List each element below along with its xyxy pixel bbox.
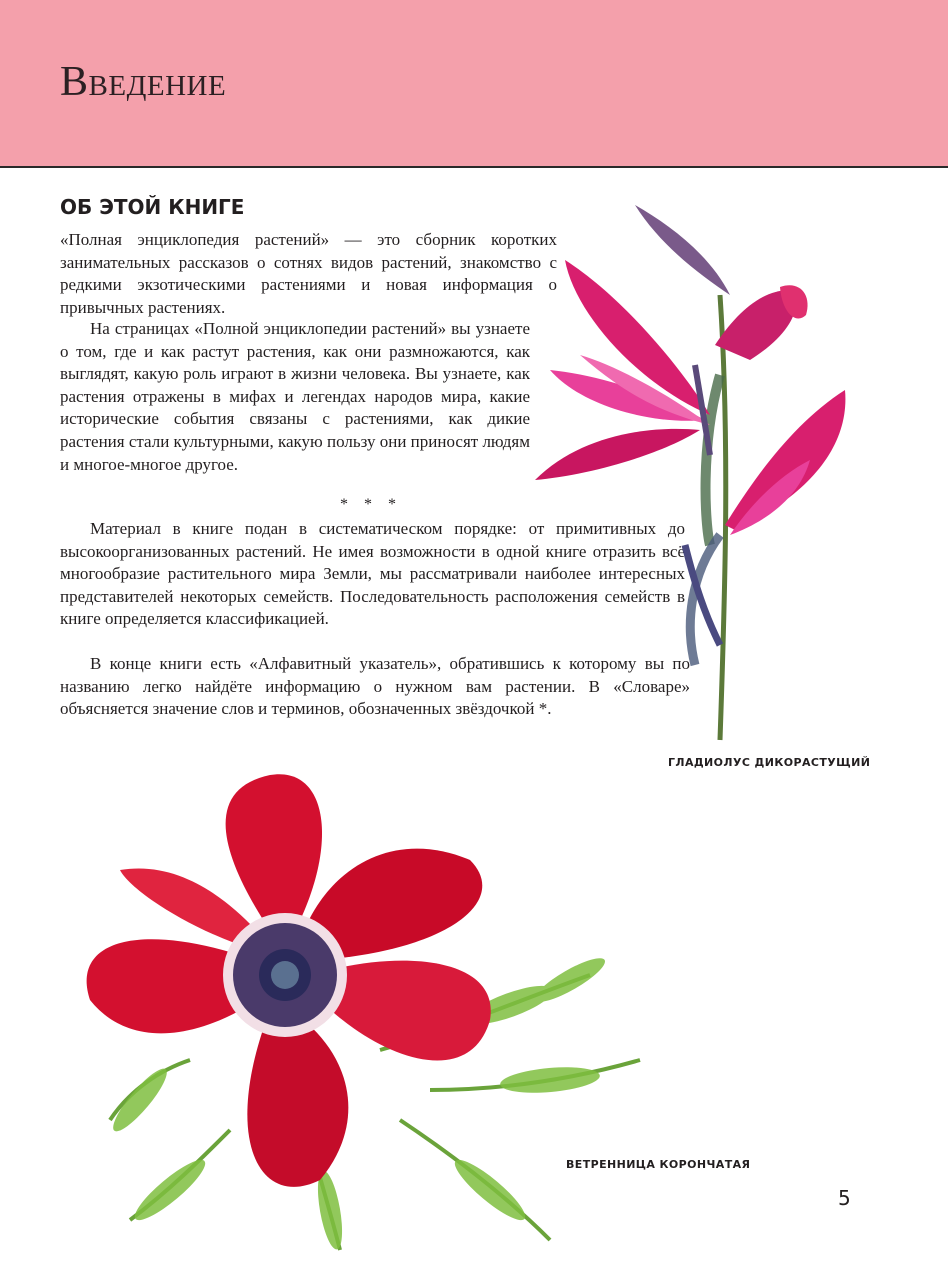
gladiolus-illustration — [520, 195, 860, 755]
paragraph-order: Материал в книге подан в систематическом порядке: от примитивных до высокоорганизованных растений. Не имея возможности в одной книге отразить всё многообразие растительного мира Земли, мы рассматривали наиболее интересных представителей некоторых семейств. Последовательность расположения семейств в книге определяется классификацией. — [60, 519, 685, 629]
section-heading: ОБ ЭТОЙ КНИГЕ — [60, 195, 245, 219]
anemone-caption: ВЕТРЕННИЦА КОРОНЧАТАЯ — [566, 1158, 751, 1171]
gladiolus-caption: ГЛАДИОЛУС ДИКОРАСТУЩИЙ — [668, 756, 871, 769]
paragraph-contents: На страницах «Полной энциклопедии растений» вы узнаете о том, где и как растут растения, как они размножаются, как выглядят, какую роль играют в жизни человека. Вы узнаете, как растения отражены в мифах и легендах народов мира, какие исторические события связаны с растениями, как дикие растения стали культурными, какую пользу они приносят людям и многое-многое другое. — [60, 319, 530, 474]
chapter-title: Введение — [60, 59, 227, 105]
paragraph-index: В конце книги есть «Алфавитный указатель», обратившись к которому вы по названию легко найдёте информацию о нужном вам растении. В «Словаре» объясняется значение слов и терминов, обозначенных звёздочкой *. — [60, 654, 690, 719]
paragraph-intro: «Полная энциклопедия растений» — это сборник коротких занимательных рассказов о сотнях видов растений, знакомство с редкими экзотическими растениями и новая информация о привычных растениях. — [60, 230, 557, 317]
chapter-header-band — [0, 0, 948, 168]
anemone-illustration — [50, 760, 650, 1260]
section-separator: * * * — [340, 496, 402, 513]
page-number: 5 — [838, 1186, 851, 1210]
